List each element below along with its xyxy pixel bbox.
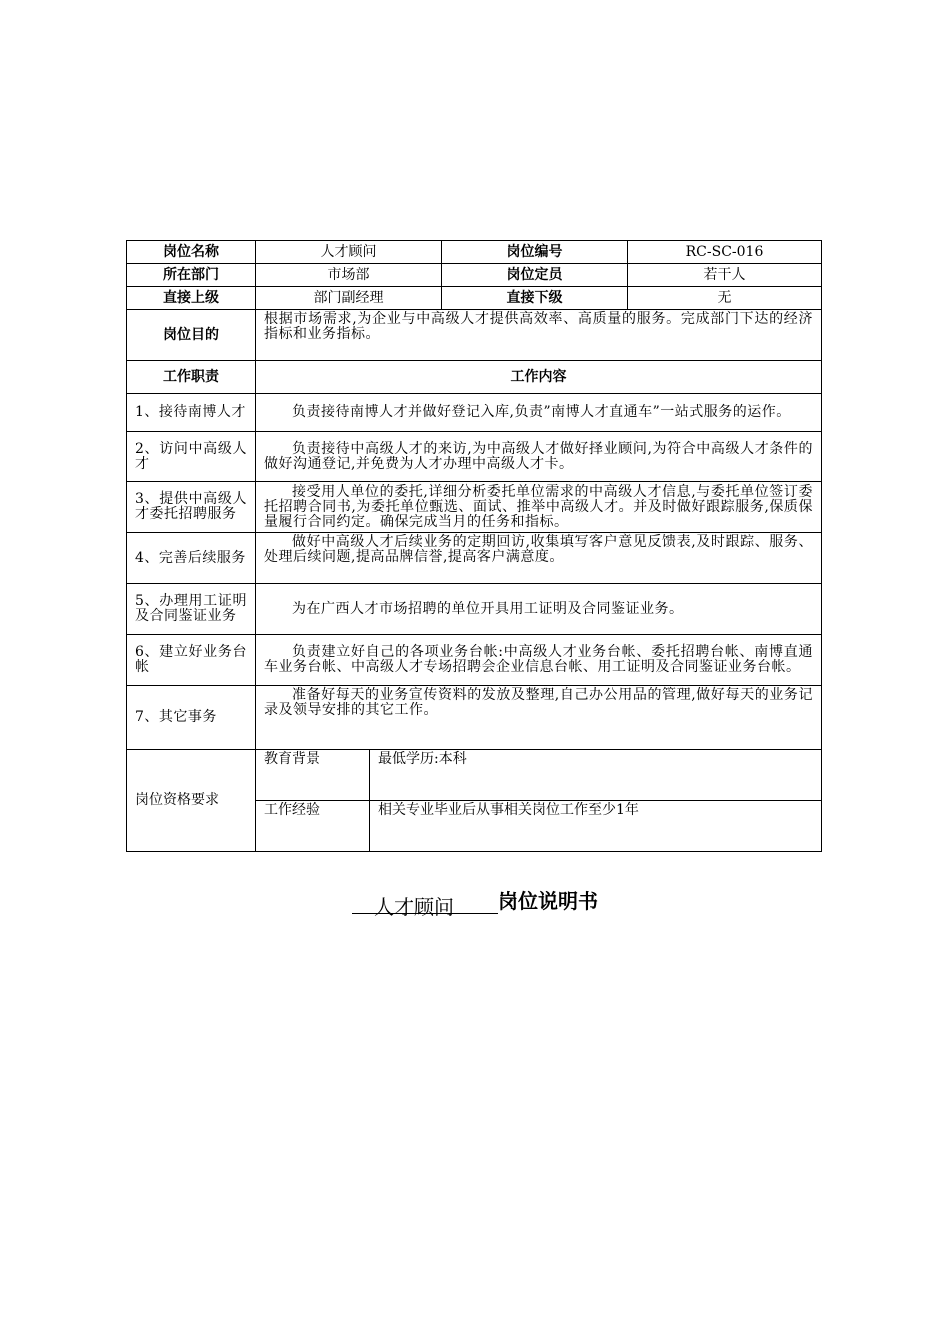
duty-name: 7、其它事务 (127, 686, 256, 750)
duty-row (127, 394, 822, 432)
dept-label: 所在部门 (127, 264, 256, 287)
row-superior (127, 287, 822, 310)
duty-name: 2、访问中高级人才 (127, 432, 256, 482)
document-title (0, 885, 950, 919)
duty-content: 负责接待中高级人才的来访,为中高级人才做好择业顾问,为符合中高级人才条件的做好沟通登记,并免费为人才办理中高级人才卡。 (256, 432, 822, 482)
duties-header-right: 工作内容 (256, 361, 822, 394)
qualification-label: 岗位资格要求 (127, 750, 256, 852)
dept-value: 市场部 (256, 264, 442, 287)
duty-name: 1、接待南博人才 (127, 394, 256, 432)
footer-doc-title: 岗位说明书 (498, 889, 598, 913)
superior-value: 部门副经理 (256, 287, 442, 310)
footer-job-name: 人才顾问 (374, 891, 454, 914)
duty-content: 负责建立好自己的各项业务台帐:中高级人才业务台帐、委托招聘台帐、南博直通车业务台帐、中高级人才专场招聘会企业信息台帐、用工证明及合同鉴证业务台帐。 (256, 635, 822, 686)
experience-label: 工作经验 (256, 801, 370, 852)
education-value: 最低学历:本科 (370, 750, 822, 801)
duty-content: 准备好每天的业务宣传资料的发放及整理,自己办公用品的管理,做好每天的业务记录及领导安排的其它工作。 (256, 686, 822, 750)
row-title (127, 241, 822, 264)
duty-row (127, 686, 822, 750)
purpose-label: 岗位目的 (127, 310, 256, 361)
underline-blank (352, 891, 374, 914)
underline-blank (454, 891, 498, 914)
duty-content: 为在广西人才市场招聘的单位开具用工证明及合同鉴证业务。 (256, 584, 822, 635)
education-label: 教育背景 (256, 750, 370, 801)
superior-label: 直接上级 (127, 287, 256, 310)
duty-content: 负责接待南博人才并做好登记入库,负责”南博人才直通车”一站式服务的运作。 (256, 394, 822, 432)
duty-row (127, 533, 822, 584)
duty-name: 6、建立好业务台帐 (127, 635, 256, 686)
duty-name: 5、办理用工证明及合同鉴证业务 (127, 584, 256, 635)
quota-value: 若干人 (628, 264, 822, 287)
duty-row (127, 482, 822, 533)
purpose-text: 根据市场需求,为企业与中高级人才提供高效率、高质量的服务。完成部门下达的经济指标和业务指标。 (256, 310, 822, 361)
duty-name: 4、完善后续服务 (127, 533, 256, 584)
duty-name: 3、提供中高级人才委托招聘服务 (127, 482, 256, 533)
duty-row (127, 584, 822, 635)
row-purpose (127, 310, 822, 361)
quota-label: 岗位定员 (442, 264, 628, 287)
duty-row (127, 432, 822, 482)
row-duties-header (127, 361, 822, 394)
duty-content: 做好中高级人才后续业务的定期回访,收集填写客户意见反馈表,及时跟踪、服务、处理后续问题,提高品牌信誉,提高客户满意度。 (256, 533, 822, 584)
code-label: 岗位编号 (442, 241, 628, 264)
title-label: 岗位名称 (127, 241, 256, 264)
subordinate-value: 无 (628, 287, 822, 310)
subordinate-label: 直接下级 (442, 287, 628, 310)
row-dept (127, 264, 822, 287)
row-education (127, 750, 822, 801)
job-description-table (126, 240, 822, 852)
title-value: 人才顾问 (256, 241, 442, 264)
duties-header-left: 工作职责 (127, 361, 256, 394)
experience-value: 相关专业毕业后从事相关岗位工作至少1年 (370, 801, 822, 852)
duty-content: 接受用人单位的委托,详细分析委托单位需求的中高级人才信息,与委托单位签订委托招聘合同书,为委托单位甄选、面试、推举中高级人才。并及时做好跟踪服务,保质保量履行合同约定。确保完成当月的任务和指标。 (256, 482, 822, 533)
code-value: RC-SC-016 (628, 241, 822, 264)
duty-row (127, 635, 822, 686)
